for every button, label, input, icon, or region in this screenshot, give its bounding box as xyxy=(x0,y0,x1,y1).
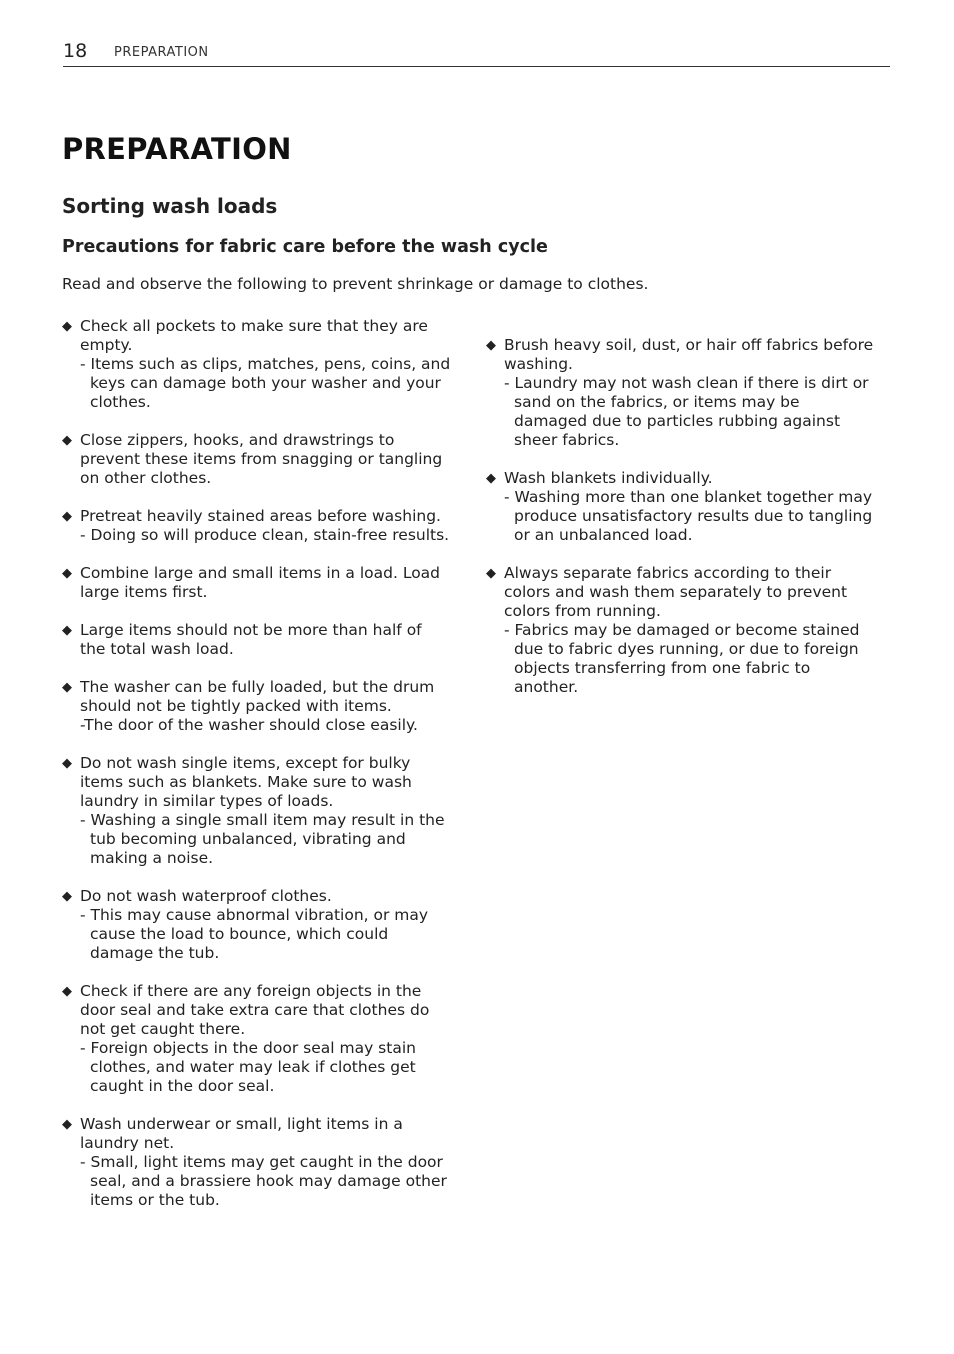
list-item-text: -The door of the washer should close easily. xyxy=(80,716,418,734)
list-item-text: Always separate fabrics according to their xyxy=(504,564,832,582)
list-item xyxy=(62,317,472,412)
list-item xyxy=(486,336,896,450)
list-item-text: washing. xyxy=(504,355,573,373)
diamond-bullet-icon: ◆ xyxy=(62,756,72,771)
list-item-subtext: - Foreign objects in the door seal may stain xyxy=(80,1039,416,1057)
list-item-text: the total wash load. xyxy=(80,640,234,658)
list-item-text: laundry net. xyxy=(80,1134,175,1152)
diamond-bullet-icon: ◆ xyxy=(62,509,72,524)
list-item-text: large items first. xyxy=(80,583,208,601)
page-title: PREPARATION xyxy=(62,132,292,166)
diamond-bullet-icon: ◆ xyxy=(62,433,72,448)
list-item-text: Wash blankets individually. xyxy=(504,469,713,487)
list-item-subtext: seal, and a brassiere hook may damage other xyxy=(90,1172,447,1190)
diamond-bullet-icon: ◆ xyxy=(62,1117,72,1132)
list-item-text: The washer can be fully loaded, but the drum xyxy=(80,678,435,696)
list-item-text: on other clothes. xyxy=(80,469,212,487)
list-item-subtext: damaged due to particles rubbing against xyxy=(514,412,841,430)
list-item-subtext: another. xyxy=(514,678,579,696)
diamond-bullet-icon: ◆ xyxy=(62,623,72,638)
list-item-subtext: - Washing more than one blanket together may xyxy=(504,488,873,506)
list-item xyxy=(62,507,472,545)
list-item xyxy=(486,469,896,545)
list-item-text: not get caught there. xyxy=(80,1020,246,1038)
diamond-bullet-icon: ◆ xyxy=(62,889,72,904)
list-item-subtext: or an unbalanced load. xyxy=(514,526,693,544)
list-item-text: laundry in similar types of loads. xyxy=(80,792,334,810)
list-item-subtext: - This may cause abnormal vibration, or may xyxy=(80,906,429,924)
list-item-text: Wash underwear or small, light items in a xyxy=(80,1115,403,1133)
left-column xyxy=(62,317,472,1229)
list-item-text: colors and wash them separately to prevent xyxy=(504,583,848,601)
list-item xyxy=(62,678,472,735)
list-item xyxy=(62,621,472,659)
running-title: PREPARATION xyxy=(114,45,209,60)
list-item-subtext: - Items such as clips, matches, pens, coins, and xyxy=(80,355,451,373)
list-item-subtext: sand on the fabrics, or items may be xyxy=(514,393,800,411)
list-item-subtext: - Washing a single small item may result in the xyxy=(80,811,445,829)
diamond-bullet-icon: ◆ xyxy=(62,319,72,334)
list-item-text: should not be tightly packed with items. xyxy=(80,697,392,715)
list-item-text: Do not wash waterproof clothes. xyxy=(80,887,332,905)
list-item-text: door seal and take extra care that clothes do xyxy=(80,1001,430,1019)
list-item-subtext: - Small, light items may get caught in the door xyxy=(80,1153,443,1171)
list-item-subtext: making a noise. xyxy=(90,849,214,867)
list-item xyxy=(62,431,472,488)
diamond-bullet-icon: ◆ xyxy=(486,566,496,581)
list-item xyxy=(62,982,472,1096)
list-item xyxy=(62,1115,472,1210)
list-item-text: Brush heavy soil, dust, or hair off fabrics before xyxy=(504,336,874,354)
list-item-subtext: sheer fabrics. xyxy=(514,431,620,449)
list-item-text: Pretreat heavily stained areas before washing. xyxy=(80,507,441,525)
section-title: Sorting wash loads xyxy=(62,194,278,218)
list-item xyxy=(486,564,896,697)
list-item xyxy=(62,887,472,963)
diamond-bullet-icon: ◆ xyxy=(486,471,496,486)
list-item-subtext: objects transferring from one fabric to xyxy=(514,659,811,677)
diamond-bullet-icon: ◆ xyxy=(62,680,72,695)
diamond-bullet-icon: ◆ xyxy=(62,566,72,581)
list-item-text: Check all pockets to make sure that they are xyxy=(80,317,428,335)
list-item-subtext: due to fabric dyes running, or due to foreign xyxy=(514,640,859,658)
intro-text: Read and observe the following to prevent shrinkage or damage to clothes. xyxy=(62,275,649,293)
list-item-subtext: items or the tub. xyxy=(90,1191,220,1209)
page-header xyxy=(63,38,890,67)
list-item-text: Do not wash single items, except for bulky xyxy=(80,754,411,772)
list-item-subtext: - Laundry may not wash clean if there is dirt or xyxy=(504,374,869,392)
diamond-bullet-icon: ◆ xyxy=(62,984,72,999)
list-item-subtext: - Doing so will produce clean, stain-free results. xyxy=(80,526,450,544)
list-item-subtext: keys can damage both your washer and your xyxy=(90,374,441,392)
list-item-subtext: clothes, and water may leak if clothes get xyxy=(90,1058,416,1076)
list-item-subtext: caught in the door seal. xyxy=(90,1077,275,1095)
list-item xyxy=(62,564,472,602)
list-item-subtext: clothes. xyxy=(90,393,151,411)
right-column xyxy=(486,336,896,716)
list-item-subtext: tub becoming unbalanced, vibrating and xyxy=(90,830,406,848)
list-item-text: colors from running. xyxy=(504,602,661,620)
list-item-text: Close zippers, hooks, and drawstrings to xyxy=(80,431,395,449)
subsection-title: Precautions for fabric care before the wash cycle xyxy=(62,237,548,257)
list-item-text: Combine large and small items in a load. Load xyxy=(80,564,441,582)
list-item-text: Check if there are any foreign objects in the xyxy=(80,982,422,1000)
list-item-subtext: produce unsatisfactory results due to tangling xyxy=(514,507,873,525)
list-item-subtext: damage the tub. xyxy=(90,944,220,962)
diamond-bullet-icon: ◆ xyxy=(486,338,496,353)
page-number: 18 xyxy=(63,40,88,62)
list-item-text: Large items should not be more than half of xyxy=(80,621,422,639)
list-item-text: items such as blankets. Make sure to wash xyxy=(80,773,412,791)
list-item-text: empty. xyxy=(80,336,133,354)
list-item-subtext: - Fabrics may be damaged or become stained xyxy=(504,621,860,639)
list-item-text: prevent these items from snagging or tangling xyxy=(80,450,443,468)
list-item-subtext: cause the load to bounce, which could xyxy=(90,925,389,943)
list-item xyxy=(62,754,472,868)
